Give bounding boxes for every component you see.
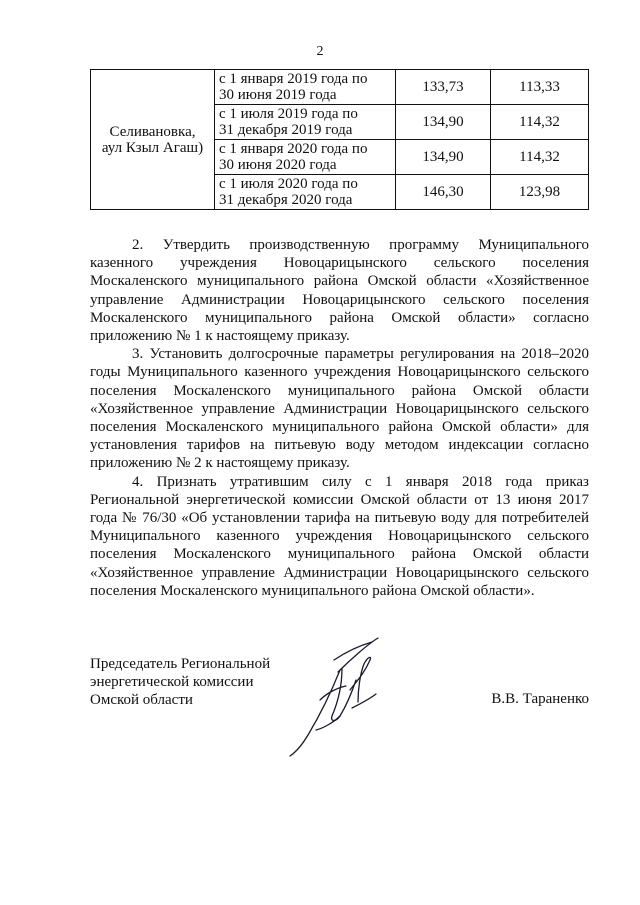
signatory-title-line: Председатель Региональной: [90, 656, 271, 672]
period-line: 30 июня 2019 года: [219, 87, 337, 103]
period-line: 30 июня 2020 года: [219, 157, 337, 173]
paragraph-item-3: 3. Установить долгосрочные параметры регулирования на 2018–2020 годы Муниципального казенного учреждения Новоцарицынского сельского поселения Москаленского муниципального района Омской области «Хозяйственное управление Администрации Новоцарицынского сельского поселения Москаленского муниципального района Омской области» для установления тарифов на питьевую воду методом индексации согласно приложению № 2 к настоящему приказу.: [90, 346, 589, 472]
tariff-value-cell: 134,90: [396, 140, 491, 175]
location-line: Селивановка,: [109, 123, 196, 140]
page-number: 2: [316, 44, 324, 59]
table-row: [91, 70, 589, 105]
paragraph-item-2: 2. Утвердить производственную программу Муниципального казенного учреждения Новоцарицынского сельского поселения Москаленского муниципального района Омской области «Хозяйственное управление Администрации Новоцарицынского сельского поселения Москаленского муниципального района Омской области» согласно приложению № 1 к настоящему приказу.: [90, 237, 589, 345]
tariff-value-cell: 133,73: [396, 70, 491, 105]
tariff-table: [90, 69, 589, 210]
period-cell: [215, 70, 396, 105]
period-cell: [215, 105, 396, 140]
signatory-title: [90, 655, 290, 709]
tariff-value-cell: 114,32: [491, 105, 589, 140]
period-line: с 1 января 2020 года по: [219, 141, 368, 157]
signatory-title-line: Омской области: [90, 692, 193, 708]
period-cell: [215, 175, 396, 210]
period-line: 31 декабря 2019 года: [219, 122, 353, 138]
handwritten-signature: [280, 630, 400, 760]
period-line: 31 декабря 2020 года: [219, 192, 353, 208]
tariff-value-cell: 134,90: [396, 105, 491, 140]
tariff-value-cell: 146,30: [396, 175, 491, 210]
document-body: [90, 236, 589, 600]
location-cell: [91, 70, 215, 210]
tariff-value-cell: 114,32: [491, 140, 589, 175]
signer-name: В.В. Тараненко: [491, 691, 589, 707]
paragraph-item-4: 4. Признать утратившим силу с 1 января 2018 года приказ Региональной энергетической комиссии Омской области от 13 июня 2017 года № 76/30 «Об установлении тарифа на питьевую воду для потребителей Муниципального казенного учреждения Новоцарицынского сельского поселения Москаленского муниципального района Омской области «Хозяйственное управление Администрации Новоцарицынского сельского поселения Москаленского муниципального района Омской области».: [90, 473, 589, 599]
signatory-title-line: энергетической комиссии: [90, 674, 254, 690]
period-line: с 1 июля 2020 года по: [219, 176, 358, 192]
tariff-value-cell: 123,98: [491, 175, 589, 210]
period-line: с 1 января 2019 года по: [219, 71, 368, 87]
period-line: с 1 июля 2019 года по: [219, 106, 358, 122]
period-cell: [215, 140, 396, 175]
location-line: аул Кзыл Агаш): [101, 139, 204, 156]
tariff-value-cell: 113,33: [491, 70, 589, 105]
